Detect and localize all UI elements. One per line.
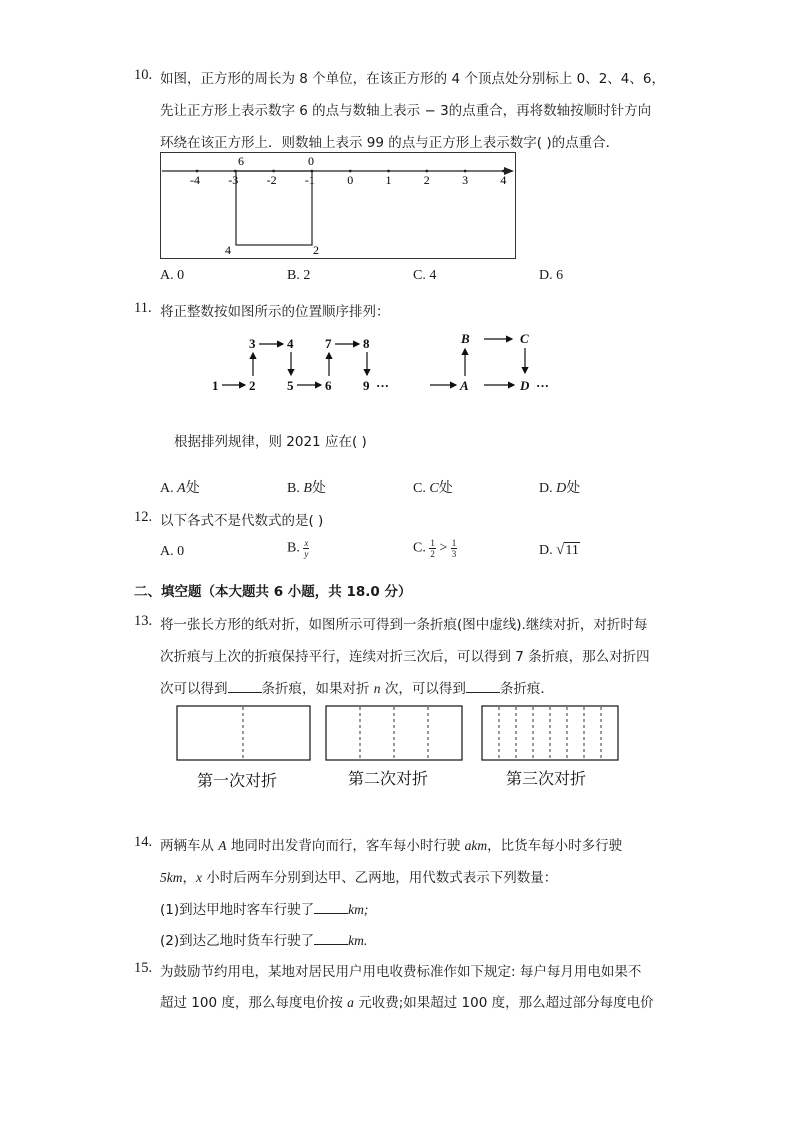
opt-prefix: B. [287, 481, 304, 496]
opt-prefix: A. [160, 481, 178, 496]
q10-line3: 环绕在该正方形上．则数轴上表示 99 的点与正方形上表示数字( )的点重合． [160, 135, 620, 151]
axis-tick [349, 170, 352, 173]
axis-tick-label: 1 [385, 173, 392, 187]
opt-suffix: 处 [566, 481, 581, 496]
section-heading: 二、填空题（本大题共 6 小题，共 18.0 分） [134, 584, 412, 600]
square-label-bottom-left: 4 [225, 243, 231, 257]
opt-suffix: 处 [311, 481, 326, 496]
answer-blank-3[interactable] [314, 901, 348, 914]
q10-option-a[interactable]: A. 0 [160, 268, 185, 283]
frac-den: y [304, 549, 309, 559]
q12-option-a[interactable]: A. 0 [160, 544, 185, 559]
q14-part1 [160, 898, 368, 918]
axis-tick-label: -1 [304, 173, 315, 187]
fraction [303, 538, 309, 559]
text: 条折痕． [499, 681, 554, 697]
q10-line1: 如图，正方形的周长为 8 个单位，在该正方形的 4 个顶点处分别标上 0、2、4、6， [160, 71, 665, 87]
caption-3: 第三次对折 [506, 771, 587, 788]
axis-tick-label: 4 [500, 173, 507, 187]
q12-option-d[interactable] [539, 542, 580, 559]
q13-figure [170, 702, 650, 802]
opt-suffix: 处 [185, 481, 200, 496]
q11-option-b[interactable] [287, 477, 326, 497]
seq-D: D [520, 378, 530, 393]
q11-question: 根据排列规律，则 2021 应在( ) [174, 434, 367, 450]
q15-line1: 为鼓励节约用电，某地对居民用户用电收费标准作如下规定: 每户每月用电如果不 [160, 964, 642, 980]
text: 条折痕，如果对折 [261, 681, 370, 697]
q11-option-d[interactable] [539, 477, 580, 497]
axis-tick-label: -4 [190, 173, 200, 187]
axis-tick [387, 170, 390, 173]
q13-line3 [160, 677, 554, 697]
q13-line2: 次折痕与上次的折痕保持平行，连续对折三次后，可以得到 7 条折痕，那么对折四 [160, 649, 650, 665]
text: ， [182, 870, 196, 886]
seq-2: 2 [249, 378, 256, 393]
opt-var: B [303, 481, 312, 496]
axis-tick [196, 170, 199, 173]
q10-line2: 先让正方形上表示数字 6 的点与数轴上表示 − 3的点重合，再将数轴按顺时针方向 [160, 103, 652, 119]
seq-6: 6 [325, 378, 332, 393]
q11-text: 将正整数按如图所示的位置顺序排列： [160, 304, 390, 320]
q15-line2 [160, 991, 654, 1011]
text: 次，可以得到 [384, 681, 466, 697]
unit: km; [348, 902, 369, 917]
seq-C: C [520, 331, 529, 346]
opt-prefix: C. [413, 481, 430, 496]
q13-number: 13. [134, 613, 153, 629]
seq-5: 5 [287, 378, 294, 393]
seq-ellipsis-end: ··· [536, 378, 550, 393]
q11-option-c[interactable] [413, 477, 453, 497]
text: 次可以得到 [160, 681, 228, 697]
answer-blank-2[interactable] [466, 680, 500, 693]
text: (1)到达甲地时客车行驶了 [160, 902, 315, 918]
answer-blank-4[interactable] [314, 932, 348, 945]
q10-figure [160, 152, 520, 260]
q11-number: 11. [134, 300, 152, 316]
axis-tick-label: 0 [347, 173, 354, 187]
q11-figure [200, 328, 600, 400]
square-label-top-right: 0 [308, 154, 314, 168]
text: 地同时出发背向而行，客车每小时行驶 [230, 838, 461, 854]
seq-8: 8 [363, 336, 370, 351]
frac-den: 2 [430, 549, 435, 559]
opt-prefix: D. [539, 481, 557, 496]
axis-tick [425, 170, 428, 173]
var-5km: 5km [160, 870, 183, 885]
caption-2: 第二次对折 [348, 771, 429, 788]
opt-prefix: C. [413, 540, 430, 556]
q14-number: 14. [134, 834, 153, 850]
text: 元收费;如果超过 100 度，那么超过部分每度电价 [358, 995, 654, 1011]
q10-number: 10. [134, 67, 153, 83]
var-x: x [196, 870, 202, 885]
q14-line1 [160, 834, 622, 854]
frac-den: 3 [451, 549, 457, 559]
text: 两辆车从 [160, 838, 214, 854]
q10-option-b[interactable]: B. 2 [287, 268, 311, 283]
axis-tick [502, 170, 505, 173]
square-label-bottom-right: 2 [313, 243, 319, 257]
figure-frame [161, 153, 516, 259]
unit: km. [348, 933, 368, 948]
axis-tick-label: -2 [266, 173, 277, 187]
opt-suffix: 处 [438, 481, 453, 496]
q10-option-d[interactable]: D. 6 [539, 268, 564, 283]
seq-ellipsis: ··· [376, 378, 390, 393]
q14-part2 [160, 929, 367, 949]
seq-B: B [461, 331, 470, 346]
q10-option-c[interactable]: C. 4 [413, 268, 437, 283]
q11-option-a[interactable] [160, 477, 200, 497]
text: 超过 100 度，那么每度电价按 [160, 995, 343, 1011]
text: (2)到达乙地时货车行驶了 [160, 933, 315, 949]
q12-text: 以下各式不是代数式的是( ) [160, 513, 324, 529]
var-n: n [373, 681, 381, 696]
q12-option-c[interactable] [413, 538, 457, 559]
opt-prefix: B. [287, 540, 304, 556]
sqrt-icon: √ [556, 542, 565, 558]
q13-line1: 将一张长方形的纸对折，如图所示可得到一条折痕(图中虚线).继续对折，对折时每 [160, 617, 648, 633]
seq-7: 7 [325, 336, 332, 351]
axis-tick-label: -3 [228, 173, 239, 187]
q14-line2 [160, 866, 557, 886]
opt-var: C [429, 481, 439, 496]
axis-tick-label: 3 [462, 173, 469, 187]
opt-prefix: D. [539, 543, 557, 558]
answer-blank-1[interactable] [228, 680, 262, 693]
seq-4: 4 [287, 336, 294, 351]
seq-1: 1 [212, 378, 219, 393]
frac-num: x [304, 538, 309, 548]
seq-A: A [460, 378, 469, 393]
greater-than: > [439, 540, 448, 556]
var-a: a [347, 995, 354, 1010]
radicand: 11 [565, 543, 579, 558]
text: 小时后两车分别到达甲、乙两地，用代数式表示下列数量： [206, 870, 558, 886]
opt-var: A [177, 481, 186, 496]
caption-1: 第一次对折 [197, 773, 278, 790]
axis-tick [464, 170, 467, 173]
seq-9: 9 [363, 378, 370, 393]
q12-option-b[interactable] [287, 538, 309, 559]
frac-num: 1 [451, 538, 457, 548]
q12-number: 12. [134, 509, 153, 525]
square-label-top-left: 6 [238, 154, 244, 168]
var-A: A [218, 838, 227, 853]
axis-tick-label: 2 [423, 173, 430, 187]
opt-var: D [556, 481, 567, 496]
seq-3: 3 [249, 336, 256, 351]
var-akm: akm [464, 838, 488, 853]
q15-number: 15. [134, 960, 153, 976]
fraction-half [429, 538, 436, 559]
fraction-third [451, 538, 458, 559]
text: ，比货车每小时多行驶 [487, 838, 623, 854]
frac-num: 1 [430, 538, 435, 548]
